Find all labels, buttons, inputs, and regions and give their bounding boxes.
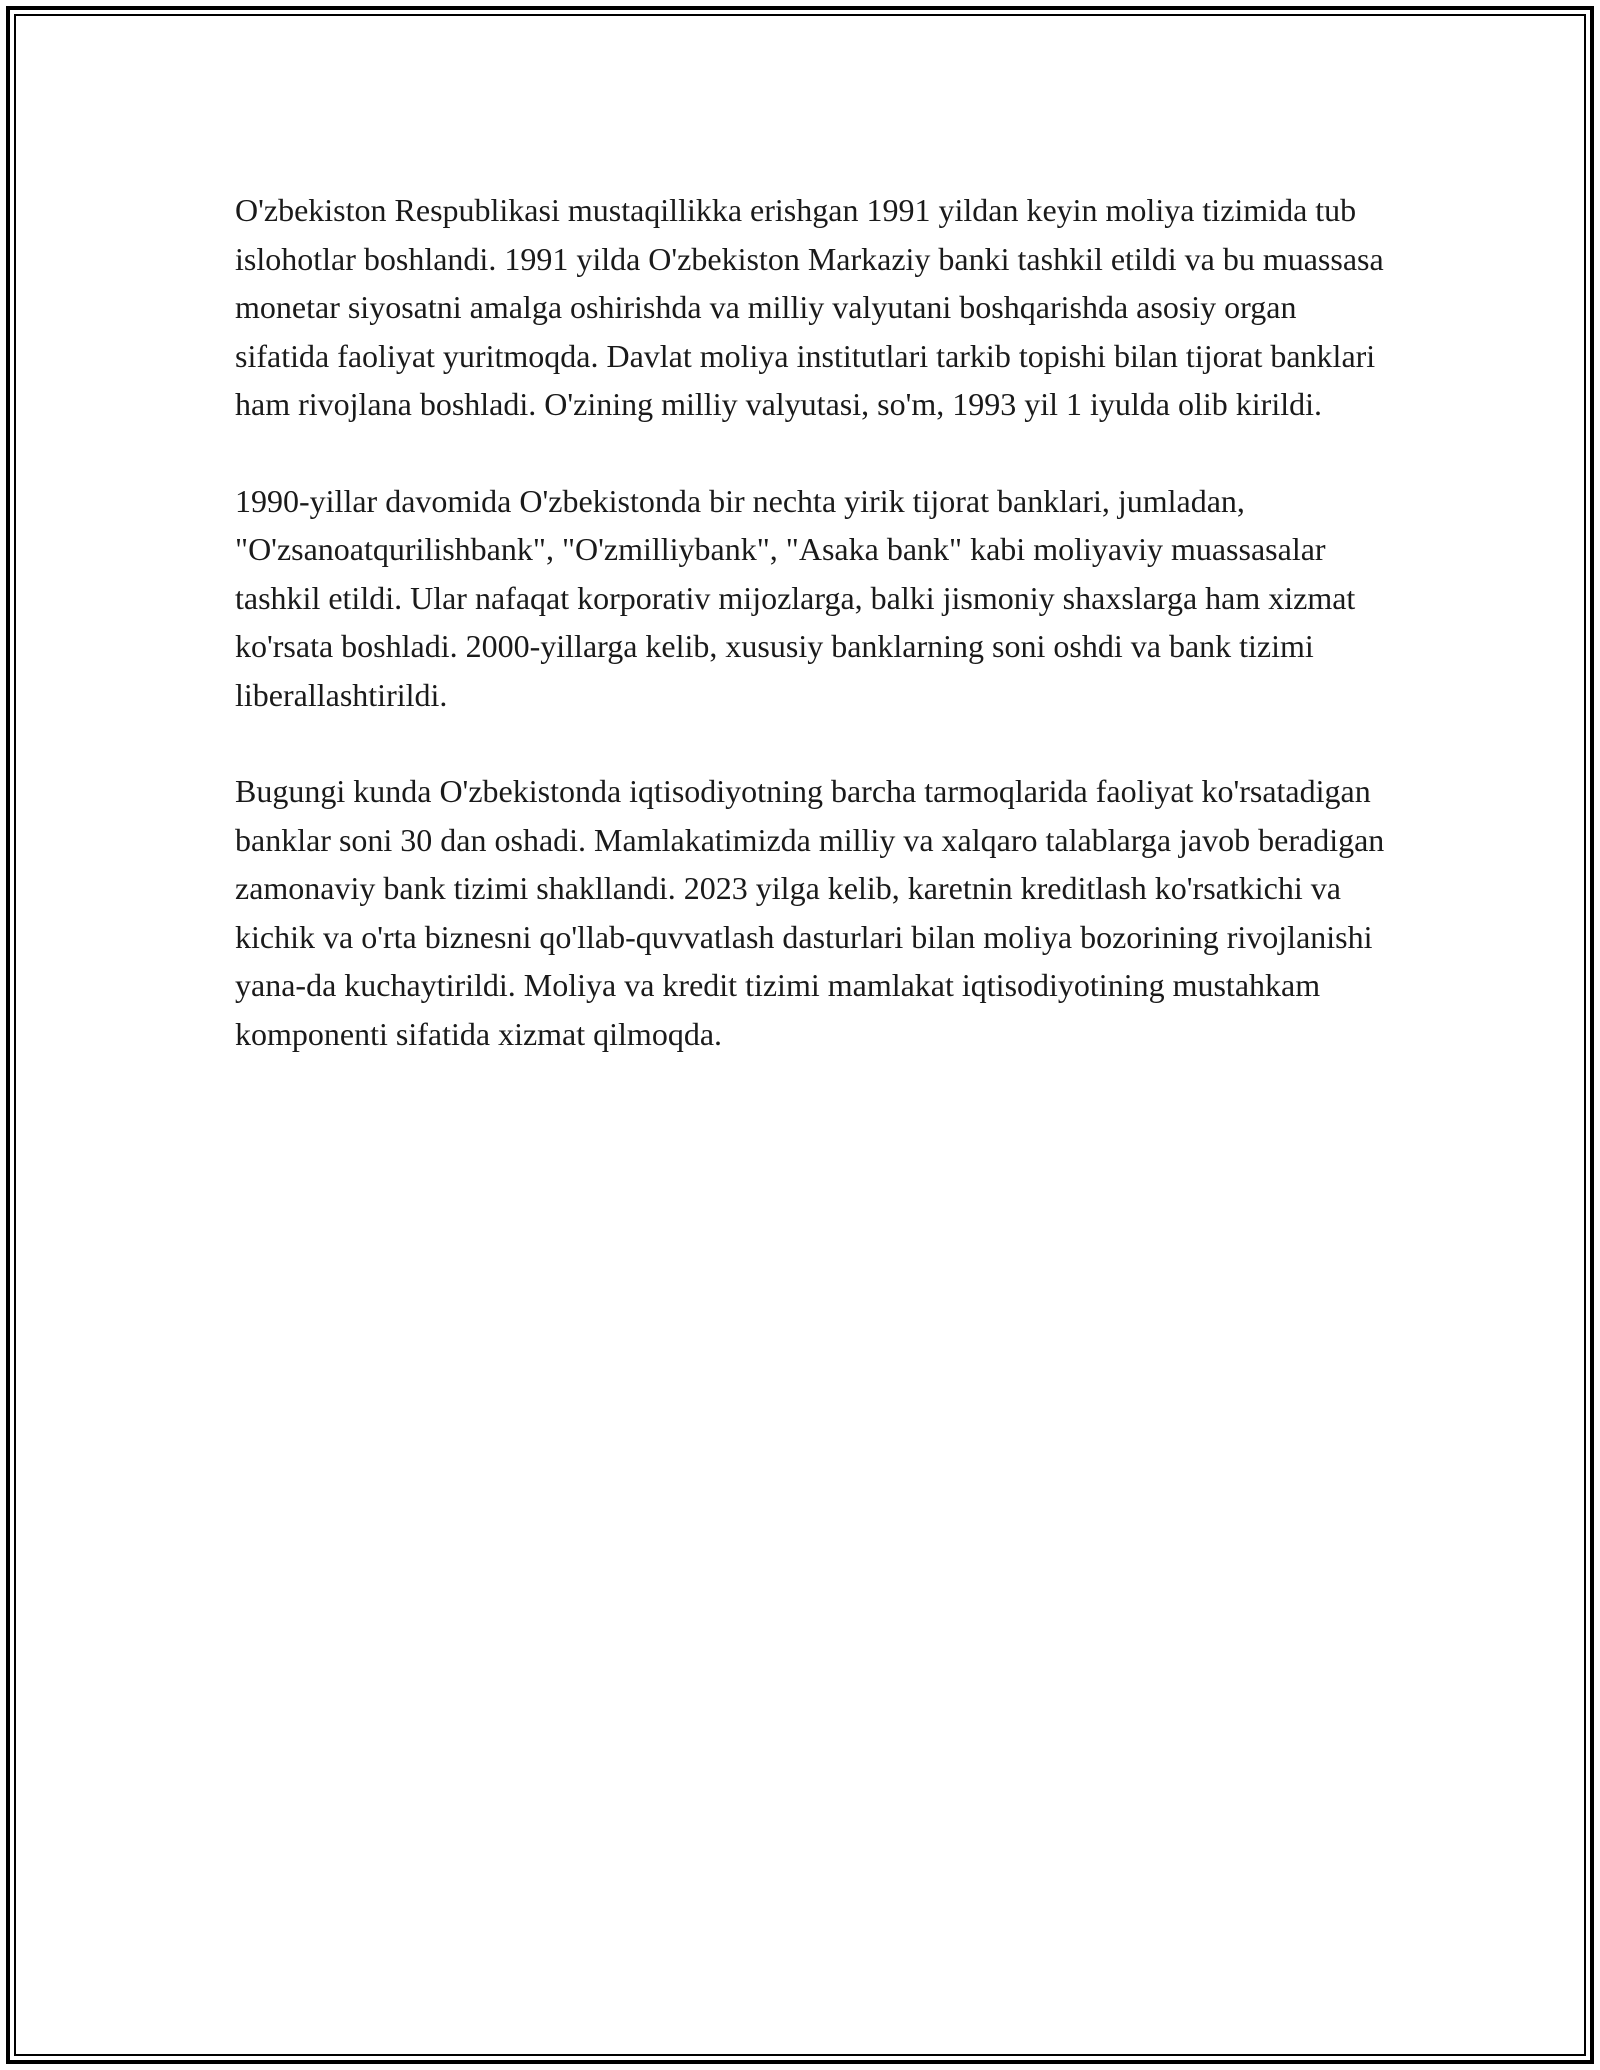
document-body bbox=[235, 186, 1385, 1106]
paragraph-modern-banking: Bugungi kunda O'zbekistonda iqtisodiyotning barcha tarmoqlarida faoliyat ko'rsatadigan banklar soni 30 dan oshadi. Mamlakatimizda milliy va xalqaro talablarga javob beradigan zamonaviy bank tizimi shakllandi. 2023 yilga kelib, karetnin kreditlash ko'rsatkichi va kichik va o'rta biznesni qo'llab-quvvatlash dasturlari bilan moliya bozorining rivojlanishi yana-da kuchaytirildi. Moliya va kredit tizimi mamlakat iqtisodiyotining mustahkam komponenti sifatida xizmat qilmoqda. bbox=[235, 773, 1385, 1052]
paragraph-independence: O'zbekiston Respublikasi mustaqillikka erishgan 1991 yildan keyin moliya tizimida tub islohotlar boshlandi. 1991 yilda O'zbekiston Markaziy banki tashkil etildi va bu muassasa monetar siyosatni amalga oshirishda va milliy valyutani boshqarishda asosiy organ sifatida faoliyat yuritmoqda. Davlat moliya institutlari tarkib topishi bilan tijorat banklari ham rivojlana boshladi. O'zining milliy valyutasi, so'm, 1993 yil 1 iyulda olib kirildi. bbox=[235, 192, 1384, 422]
paragraph-commercial-banks: 1990-yillar davomida O'zbekistonda bir nechta yirik tijorat banklari, jumladan, "O'zsanoatqurilishbank", "O'zmilliybank", "Asaka bank" kabi moliyaviy muassasalar tashkil etildi. Ular nafaqat korporativ mijozlarga, balki jismoniy shaxslarga ham xizmat ko'rsata boshladi. 2000-yillarga kelib, xususiy banklarning soni oshdi va bank tizimi liberallashtirildi. bbox=[235, 482, 1356, 713]
